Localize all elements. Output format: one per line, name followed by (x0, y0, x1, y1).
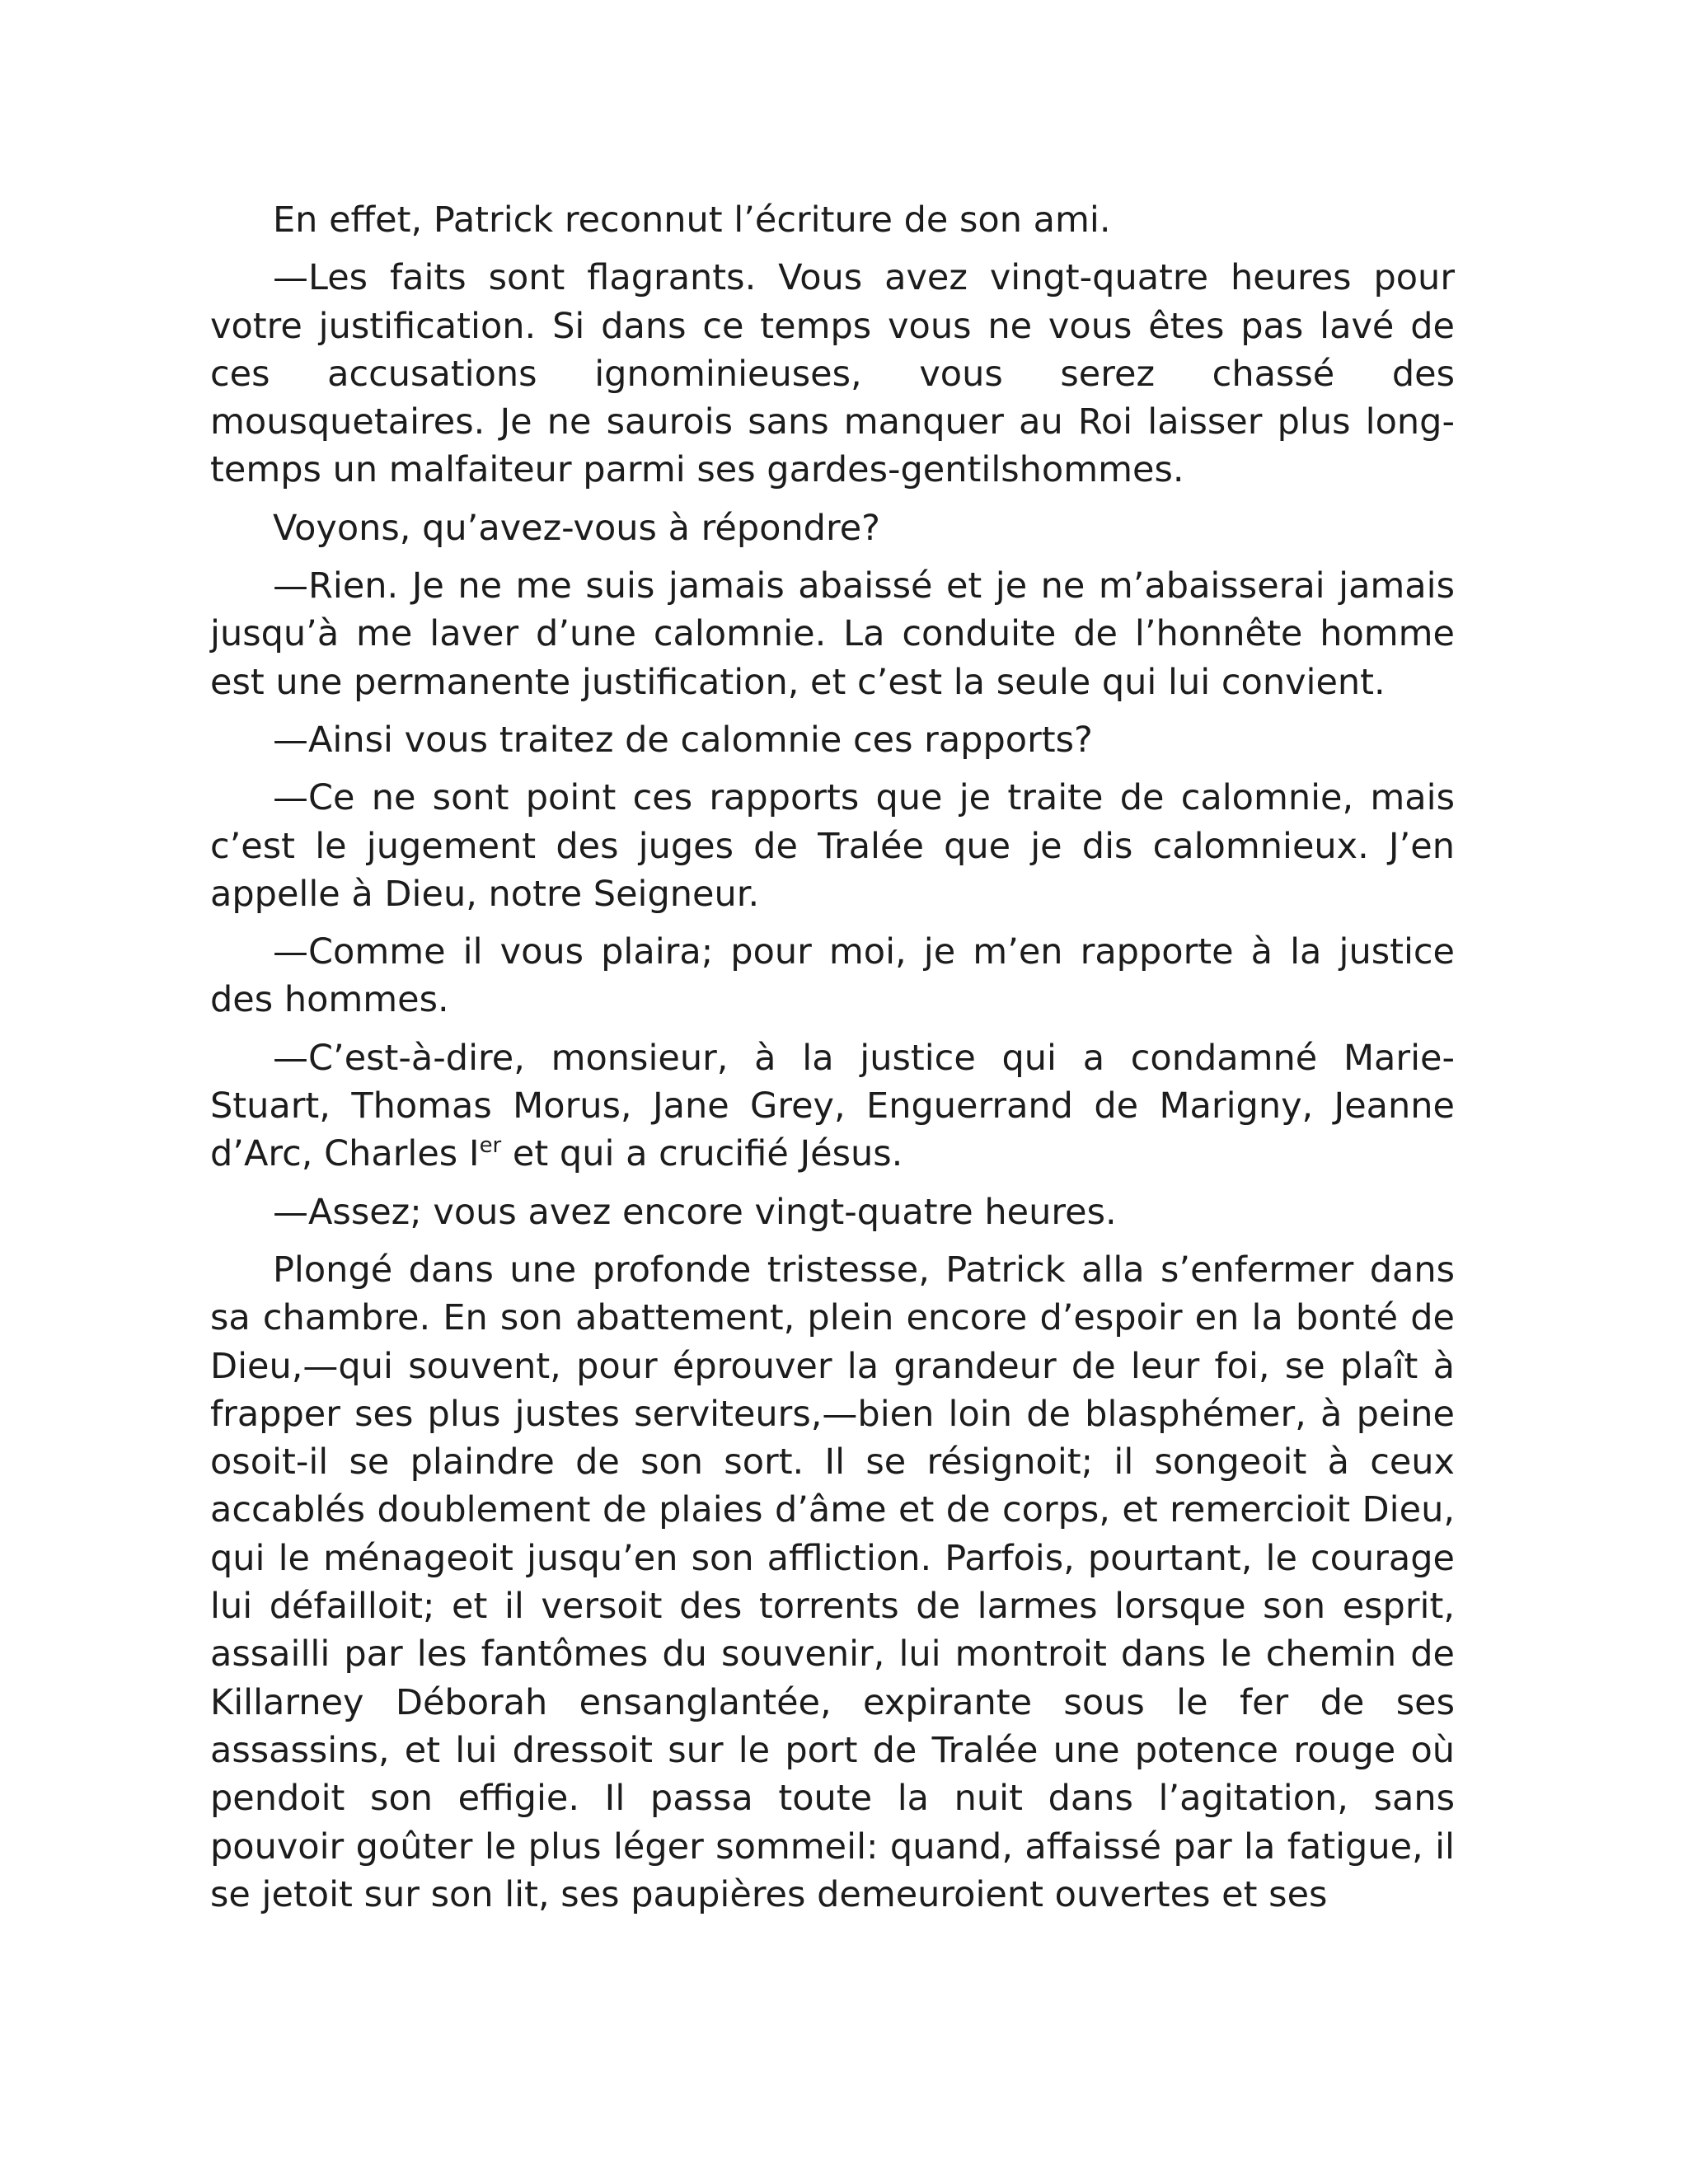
paragraph: —Rien. Je ne me suis jamais abaissé et je ne m’abaisserai jamais jusqu’à me laver d’une calomnie. La conduite de l’honnête homme est une permanente justification, et c’est la seule qui lui convient. (210, 565, 1455, 703)
paragraph: Voyons, qu’avez-vous à répondre? (273, 507, 880, 549)
paragraph: —Ce ne sont point ces rapports que je traite de calomnie, mais c’est le jugement des juges de Tralée que je dis calomnieux. J’en appelle à Dieu, notre Seigneur. (210, 777, 1455, 915)
paragraph: —Ainsi vous traitez de calomnie ces rapports? (273, 719, 1093, 761)
text-block (210, 196, 1455, 1929)
paragraph-charles (210, 1034, 1455, 1179)
paragraph: —Assez; vous avez encore vingt-quatre heures. (273, 1191, 1117, 1233)
paragraph: —Les faits sont flagrants. Vous avez vingt-quatre heures pour votre justification. Si dans ce temps vous ne vous êtes pas lavé de ces accusations ignominieuses, vous serez chassé des mousquetaires. Je ne saurois sans manquer au Roi laisser plus long-temps un malfaiteur parmi ses gardes-gentilshommes. (210, 257, 1455, 491)
paragraph: En effet, Patrick reconnut l’écriture de son ami. (273, 199, 1111, 241)
paragraph-text: et qui a crucifié Jésus. (501, 1133, 903, 1175)
paragraph: Plongé dans une profonde tristesse, Patrick alla s’enfermer dans sa chambre. En son abattement, plein encore d’espoir en la bonté de Dieu,—qui souvent, pour éprouver la grandeur de leur foi, se plaît à frapper ses plus justes serviteurs,—bien loin de blasphémer, à peine osoit-il se plaindre de son sort. Il se résignoit; il songeoit à ceux accablés doublement de plaies d’âme et de corps, et remercioit Dieu, qui le ménageoit jusqu’en son affliction. Parfois, pourtant, le courage lui défailloit; et il versoit des torrents de larmes lorsque son esprit, assailli par les fantômes du souvenir, lui montroit dans le chemin de Killarney Déborah ensanglantée, expirante sous le fer de ses assassins, et lui dressoit sur le port de Tralée une potence rouge où pendoit son effigie. Il passa toute la nuit dans l’agitation, sans pouvoir goûter le plus léger sommeil: quand, affaissé par la fatigue, il se jetoit sur son lit, ses paupières demeuroient ouvertes et ses (210, 1249, 1455, 1915)
superscript: er (479, 1133, 502, 1159)
paragraph: —Comme il vous plaira; pour moi, je m’en rapporte à la justice des hommes. (210, 931, 1455, 1021)
paragraph-text: —C’est-à-dire, monsieur, à la justice qui a condamné Marie-Stuart, Thomas Morus, Jane Grey, Enguerrand de Marigny, Jeanne d’Arc, Charles I (210, 1037, 1455, 1175)
